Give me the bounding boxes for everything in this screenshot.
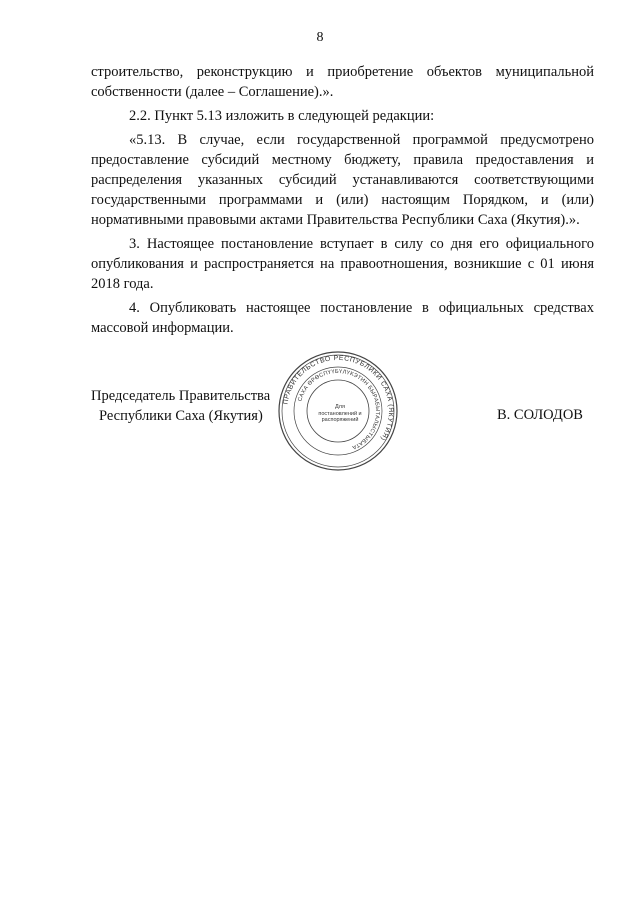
seal-outer-text: ПРАВИТЕЛЬСТВО РЕСПУБЛИКИ САХА (ЯКУТИЯ)	[282, 354, 395, 442]
paragraph: 2.2. Пункт 5.13 изложить в следующей редакции:	[129, 108, 435, 124]
signature-name: В. СОЛОДОВ	[497, 407, 583, 423]
signature-position-line2: Республики Саха (Якутия)	[99, 408, 263, 424]
seal-inner-text: САХА ӨРӨСПҮҮБҮЛҮКЭТИН БЫРАБЫТАЛЫСТЫБАТА	[297, 368, 381, 451]
seal-center-text: Для постановлений и распоряжений	[318, 404, 362, 423]
paragraph: «5.13. В случае, если государственной программой предусмотрено предоставление субсидий местному бюджету, правила предоставления и распределения указанных субсидий устанавливаются соответствующими государственными программами и (или) настоящим Порядком, и (или) нормативными правовыми актами Правительства Республики Саха (Якутия).».	[91, 132, 594, 228]
paragraph: строительство, реконструкцию и приобретение объектов муниципальной собственности (далее – Соглашение).».	[91, 64, 594, 100]
body-text	[91, 62, 594, 342]
page-number: 8	[316, 30, 324, 45]
signature-position	[91, 386, 270, 426]
paragraph: 4. Опубликовать настоящее постановление в официальных средствах массовой информации.	[91, 300, 594, 336]
signature-position-line1: Председатель Правительства	[91, 388, 271, 404]
paragraph: 3. Настоящее постановление вступает в силу со дня его официального опубликования и распространяется на правоотношения, возникшие с 01 июня 2018 года.	[91, 236, 594, 292]
